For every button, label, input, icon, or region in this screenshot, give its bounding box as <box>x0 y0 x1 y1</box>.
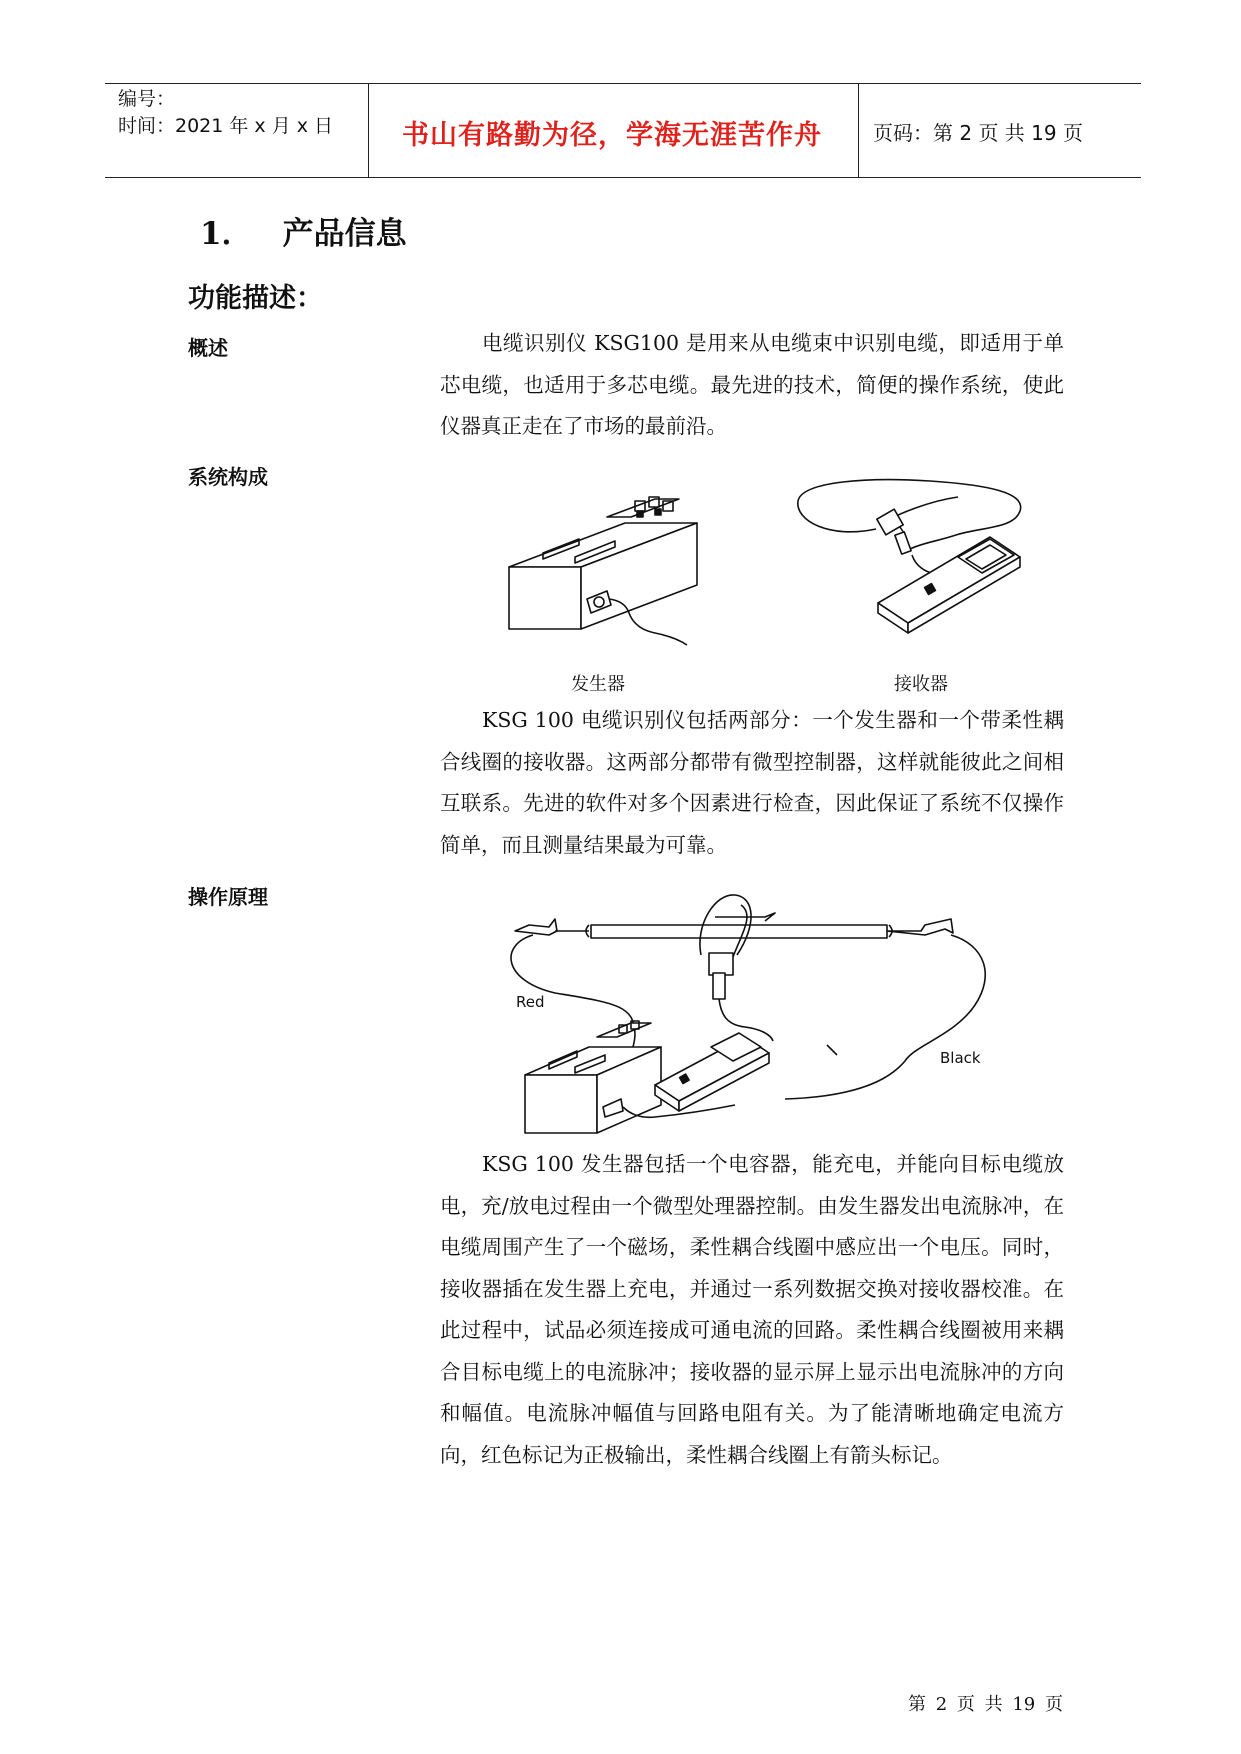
red-lead-label: Red <box>516 993 545 1011</box>
header-divider-right <box>858 83 859 177</box>
receiver-illustration <box>790 477 1040 647</box>
subsection-heading: 功能描述： <box>188 283 323 314</box>
section-number: 1． <box>200 216 253 252</box>
header-bottom-rule <box>105 177 1141 178</box>
generator-caption: 发生器 <box>571 674 625 695</box>
header-divider-left <box>368 83 369 177</box>
header-number-label: 编号： <box>118 88 176 110</box>
principle-paragraph: KSG 100 发生器包括一个电容器，能充电，并能向目标电缆放电，充/放电过程由一个微型处理器控制。由发生器发出电流脉冲，在电缆周围产生了一个磁场，柔性耦合线圈中感应出一个电压。同时，接收器插在发生器上充电，并通过一系列数据交换对接收器校准。在此过程中，试品必须连接成可通电流的回路。柔性耦合线圈被用来耦合目标电缆上的电流脉冲；接收器的显示屏上显示出电流脉冲的方向和幅值。电流脉冲幅值与回路电阻有关。为了能清晰地确定电流方向，红色标记为正极输出，柔性耦合线圈上有箭头标记。 <box>440 1152 1064 1467</box>
header-motto: 书山有路勤为径，学海无涯苦作舟 <box>402 120 822 151</box>
principle-label: 操作原理 <box>188 885 268 909</box>
receiver-caption: 接收器 <box>894 674 948 695</box>
page-footer: 第 2 页 共 19 页 <box>908 1694 1063 1715</box>
generator-illustration <box>505 495 705 655</box>
overview-paragraph: 电缆识别仪 KSG100 是用来从电缆束中识别电缆，即适用于单芯电缆，也适用于多芯电缆。最先进的技术，简便的操作系统，使此仪器真正走在了市场的最前沿。 <box>440 331 1064 438</box>
operation-diagram <box>505 885 1005 1135</box>
system-paragraph: KSG 100 电缆识别仪包括两部分：一个发生器和一个带柔性耦合线圈的接收器。这两部分都带有微型控制器，这样就能彼此之间相互联系。先进的软件对多个因素进行检查，因此保证了系统不仅操作简单，而且测量结果最为可靠。 <box>440 708 1064 857</box>
header-top-rule <box>105 83 1141 84</box>
section-heading <box>200 208 407 253</box>
system-label: 系统构成 <box>188 465 268 489</box>
section-title: 产品信息 <box>282 216 407 252</box>
header-time-label: 时间：2021 年 x 月 x 日 <box>118 115 334 137</box>
overview-label: 概述 <box>188 336 228 360</box>
header-page-info: 页码：第 2 页 共 19 页 <box>873 121 1083 145</box>
header-meta <box>118 86 333 140</box>
black-lead-label: Black <box>940 1049 981 1067</box>
